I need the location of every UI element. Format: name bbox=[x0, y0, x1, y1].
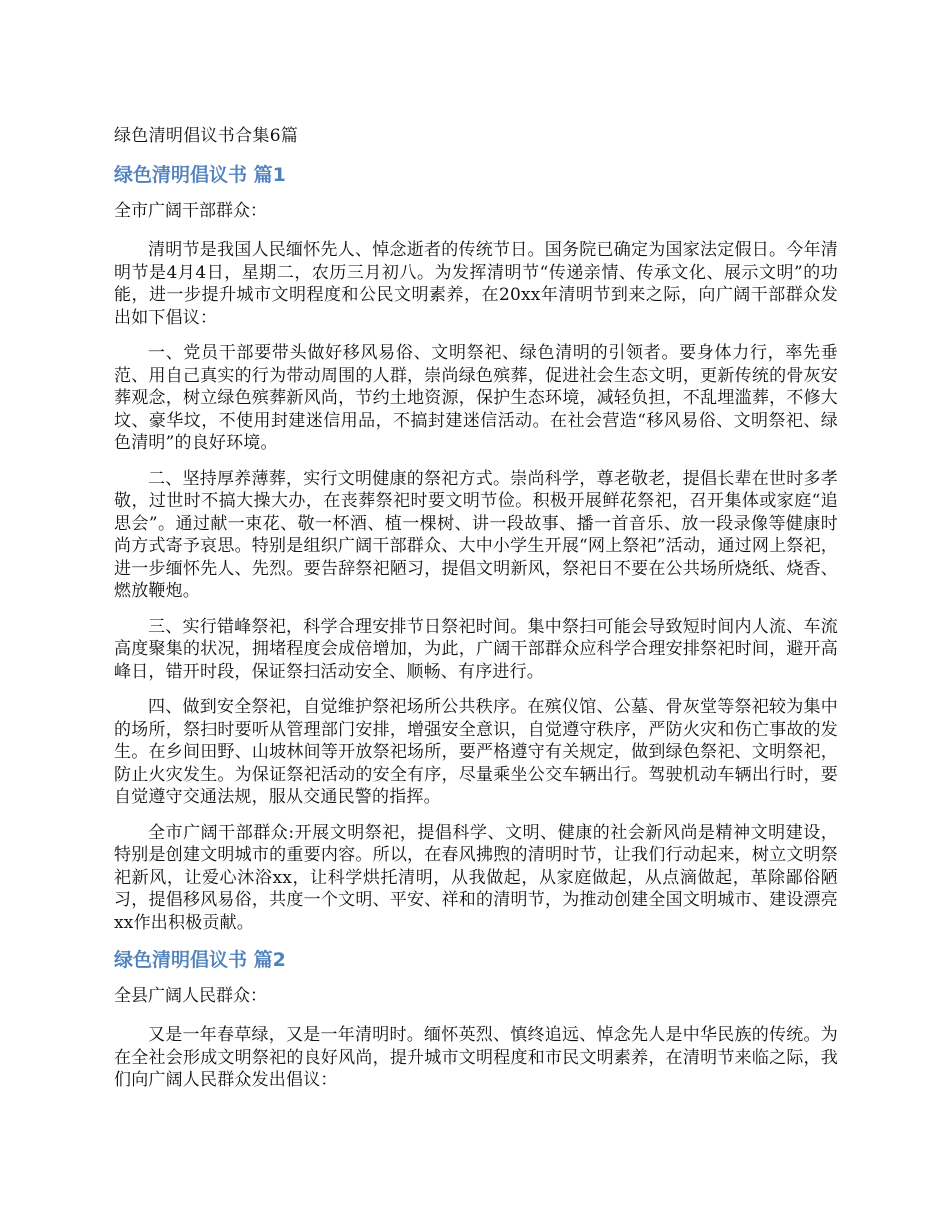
paragraph: 二、坚持厚养薄葬，实行文明健康的祭祀方式。崇尚科学，尊老敬老，提倡长辈在世时多孝敬，过世时不搞大操大办，在丧葬祭祀时要文明节俭。积极开展鲜花祭祀，召开集体或家庭“追思会”。通过献一束花、敬一杯酒、植一棵树、讲一段故事、播一首音乐、放一段录像等健康时尚方式寄予哀思。特别是组织广阔干部群众、大中小学生开展“网上祭祀”活动，通过网上祭祀，进一步缅怀先人、先烈。要告辞祭祀陋习，提倡文明新风，祭祀日不要在公共场所烧纸、烧香、燃放鞭炮。 bbox=[114, 468, 838, 601]
section-1 bbox=[114, 162, 838, 934]
paragraph: 全市广阔干部群众:开展文明祭祀，提倡科学、文明、健康的社会新风尚是精神文明建设，特别是创建文明城市的重要内容。所以，在春风拂煦的清明时节，让我们行动起来，树立文明祭祀新风，让爱心沐浴xx，让科学烘托清明，从我做起，从家庭做起，从点滴做起，革除鄙俗陋习，提倡移风易俗，共度一个文明、平安、祥和的清明节，为推动创建全国文明城市、建设漂亮xx作出积极贡献。 bbox=[114, 822, 838, 933]
paragraph: 又是一年春草绿，又是一年清明时。缅怀英烈、慎终追远、悼念先人是中华民族的传统。为在全社会形成文明祭祀的良好风尚，提升城市文明程度和市民文明素养，在清明节来临之际，我们向广阔人民群众发出倡议： bbox=[114, 1025, 838, 1090]
salutation: 全市广阔干部群众： bbox=[114, 201, 267, 221]
section-heading: 绿色清明倡议书 篇1 bbox=[114, 164, 286, 186]
paragraph: 清明节是我国人民缅怀先人、悼念逝者的传统节日。国务院已确定为国家法定假日。今年清明节是4月4日，星期二，农历三月初八。为发挥清明节“传递亲情、传承文化、展示文明”的功能，进一步提升城市文明程度和公民文明素养，在20xx年清明节到来之际，向广阔干部群众发出如下倡议： bbox=[114, 240, 838, 328]
section-heading: 绿色清明倡议书 篇2 bbox=[114, 949, 286, 971]
document-title: 绿色清明倡议书合集6篇 bbox=[114, 126, 299, 146]
paragraph: 一、党员干部要带头做好移风易俗、文明祭祀、绿色清明的引领者。要身体力行，率先垂范、用自己真实的行为带动周围的人群，崇尚绿色殡葬，促进社会生态文明，更新传统的骨灰安葬观念，树立绿色殡葬新风尚，节约土地资源，保护生态环境，减轻负担，不乱埋滥葬，不修大坟、豪华坟，不使用封建迷信用品，不搞封建迷信活动。在社会营造“移风易俗、文明祭祀、绿色清明”的良好环境。 bbox=[114, 343, 838, 453]
paragraph: 三、实行错峰祭祀，科学合理安排节日祭祀时间。集中祭扫可能会导致短时间内人流、车流高度聚集的状况，拥堵程度会成倍增加，为此，广阔干部群众应科学合理安排祭祀时间，避开高峰日，错开时段，保证祭扫活动安全、顺畅、有序进行。 bbox=[114, 616, 838, 682]
document-page bbox=[114, 124, 838, 1105]
section-2 bbox=[114, 947, 838, 1092]
salutation: 全县广阔人民群众： bbox=[114, 986, 267, 1006]
paragraph: 四、做到安全祭祀，自觉维护祭祀场所公共秩序。在殡仪馆、公墓、骨灰堂等祭祀较为集中的场所，祭扫时要听从管理部门安排，增强安全意识，自觉遵守秩序，严防火灾和伤亡事故的发生。在乡间田野、山坡林间等开放祭祀场所，要严格遵守有关规定，做到绿色祭祀、文明祭祀，防止火灾发生。为保证祭祀活动的安全有序，尽量乘坐公交车辆出行。驾驶机动车辆出行时，要自觉遵守交通法规，服从交通民警的指挥。 bbox=[114, 697, 838, 807]
